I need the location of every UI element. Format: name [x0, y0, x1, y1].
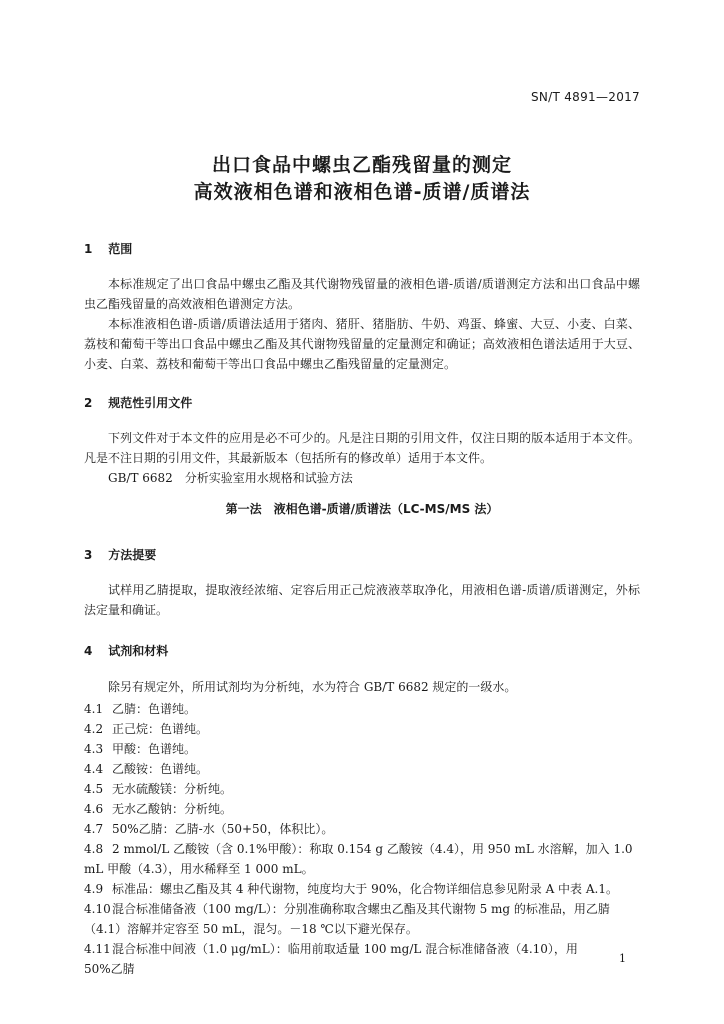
section-title: 试剂和材料	[108, 644, 169, 658]
list-item	[84, 939, 604, 979]
item-text: 甲酸：色谱纯。	[112, 742, 197, 756]
item-number: 4.2	[84, 722, 104, 736]
method-heading: 第一法 液相色谱-质谱/质谱法（LC-MS/MS 法）	[225, 502, 499, 516]
item-number: 4.3	[84, 742, 104, 756]
item-number: 4.1	[84, 702, 104, 716]
section-4-heading	[84, 642, 168, 659]
list-item	[84, 899, 640, 939]
list-item	[84, 819, 640, 839]
item-number: 4.11	[84, 942, 111, 956]
item-number: 4.4	[84, 762, 104, 776]
item-text: 标准品：螺虫乙酯及其 4 种代谢物，纯度均大于 90%，化合物详细信息参见附录 A 中表 A.1。	[112, 882, 618, 896]
item-text: 正己烷：色谱纯。	[112, 722, 209, 736]
item-number: 4.9	[84, 882, 104, 896]
item-text: 50%乙腈：乙腈-水（50+50，体积比）。	[112, 822, 334, 836]
paragraph: 除另有规定外，所用试剂均为分析纯，水为符合 GB/T 6682 规定的一级水。	[108, 680, 517, 694]
list-item	[84, 759, 640, 779]
page-number: 1	[619, 952, 626, 965]
list-item	[84, 699, 640, 719]
section-number: 3	[84, 548, 93, 562]
item-text: 无水硫酸镁：分析纯。	[112, 782, 233, 796]
item-number: 4.10	[84, 902, 111, 916]
item-text: 乙酸铵：色谱纯。	[112, 762, 209, 776]
paragraph: 下列文件对于本文件的应用是必不可少的。凡是注日期的引用文件，仅注日期的版本适用于本文件。凡是不注日期的引用文件，其最新版本（包括所有的修改单）适用于本文件。	[84, 431, 640, 465]
item-number: 4.7	[84, 822, 104, 836]
section-2-heading	[84, 394, 192, 411]
item-text: 混合标准中间液（1.0 μg/mL）：临用前取适量 100 mg/L 混合标准储备液（4.10），用 50%乙腈	[84, 942, 578, 976]
section-number: 2	[84, 396, 93, 410]
item-text: 混合标准储备液（100 mg/L）：分别准确称取含螺虫乙酯及其代谢物 5 mg 的标准品，用乙腈（4.1）溶解并定容至 50 mL，混匀。－18 ℃以下避光保存。	[84, 902, 610, 936]
title-line-2: 高效液相色谱和液相色谱-质谱/质谱法	[193, 181, 531, 203]
item-text: 乙腈：色谱纯。	[112, 702, 197, 716]
section-title: 范围	[108, 242, 133, 256]
item-text: 2 mmol/L 乙酸铵（含 0.1%甲酸）：称取 0.154 g 乙酸铵（4.4），用 950 mL 水溶解，加入 1.0 mL 甲酸（4.3），用水稀释至 1 000 mL。	[84, 842, 633, 876]
paragraph: 本标准液相色谱-质谱/质谱法适用于猪肉、猪肝、猪脂肪、牛奶、鸡蛋、蜂蜜、大豆、小麦、白菜、荔枝和葡萄干等出口食品中螺虫乙酯及其代谢物残留量的定量测定和确证；高效液相色谱法适用于大豆、小麦、白菜、荔枝和葡萄干等出口食品中螺虫乙酯残留量的定量测定。	[84, 317, 640, 371]
section-1-heading	[84, 240, 132, 257]
list-item	[84, 719, 640, 739]
paragraph: 本标准规定了出口食品中螺虫乙酯及其代谢物残留量的液相色谱-质谱/质谱测定方法和出口食品中螺虫乙酯残留量的高效液相色谱测定方法。	[84, 277, 640, 311]
list-item	[84, 739, 640, 759]
item-number: 4.5	[84, 782, 104, 796]
list-item	[84, 879, 640, 899]
list-item	[84, 839, 640, 879]
normative-reference: GB/T 6682 分析实验室用水规格和试验方法	[108, 471, 353, 485]
item-text: 无水乙酸钠：分析纯。	[112, 802, 233, 816]
paragraph: 试样用乙腈提取，提取液经浓缩、定容后用正己烷液液萃取净化，用液相色谱-质谱/质谱测定，外标法定量和确证。	[84, 583, 640, 617]
title-line-1: 出口食品中螺虫乙酯残留量的测定	[211, 154, 512, 176]
section-3-heading	[84, 546, 156, 563]
section-title: 规范性引用文件	[108, 396, 193, 410]
list-item	[84, 779, 640, 799]
section-number: 4	[84, 644, 93, 658]
standard-number: SN/T 4891—2017	[530, 90, 640, 104]
section-title: 方法提要	[108, 548, 157, 562]
item-number: 4.6	[84, 802, 104, 816]
list-item	[84, 799, 640, 819]
section-number: 1	[84, 242, 93, 256]
item-number: 4.8	[84, 842, 104, 856]
